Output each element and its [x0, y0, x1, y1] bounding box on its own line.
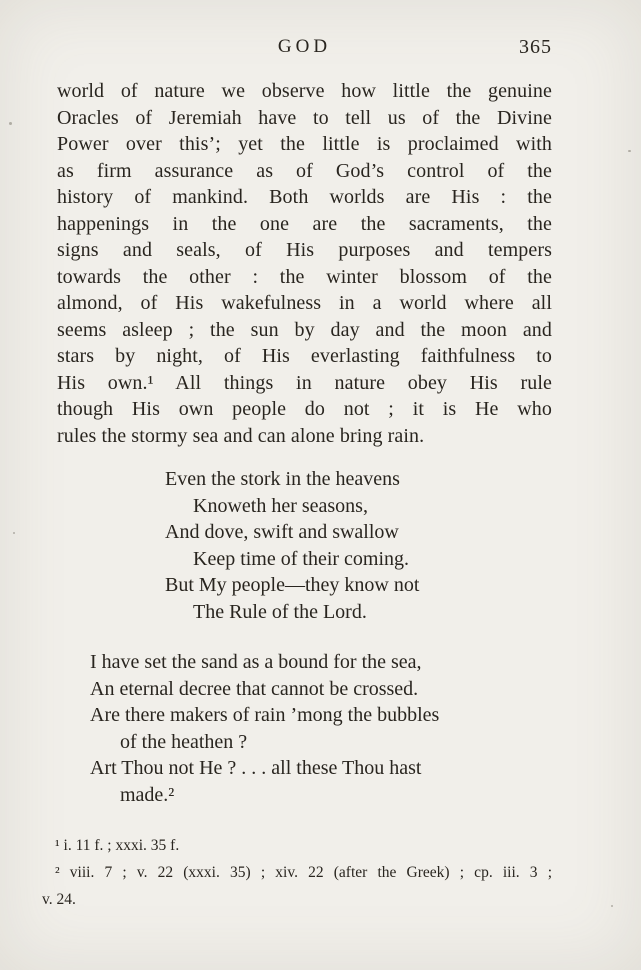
verse-line: I have set the sand as a bound for the sea,	[90, 651, 422, 673]
verse-line: made.²	[120, 783, 175, 806]
paragraph-line: almond, of His wakefulness in a world where all	[57, 292, 552, 314]
running-title: GOD	[277, 36, 332, 57]
scan-speck	[9, 122, 12, 125]
verse-line: Even the stork in the heavens	[165, 468, 400, 490]
verse-line: Keep time of their coming.	[193, 547, 410, 570]
main-paragraph	[57, 78, 552, 449]
paragraph-line: though His own people do not ; it is He who	[57, 398, 552, 420]
paragraph-line: Oracles of Jeremiah have to tell us of the Divine	[57, 106, 552, 129]
footnote-line: v. 24.	[42, 891, 76, 908]
verse-line: But My people—they know not	[165, 574, 420, 596]
page-header	[57, 34, 552, 60]
verse-line: And dove, swift and swallow	[165, 521, 399, 543]
paragraph-line: towards the other : the winter blossom of the	[57, 265, 552, 288]
paragraph-line: His own.¹ All things in nature obey His rule	[57, 371, 552, 394]
verse-line: The Rule of the Lord.	[193, 600, 367, 623]
verse-stanza-2	[57, 649, 552, 808]
scan-speck	[13, 532, 15, 534]
footnote-line: ¹ i. 11 f. ; xxxi. 35 f.	[55, 837, 180, 854]
verse-line: Knoweth her seasons,	[193, 494, 368, 517]
paragraph-line: happenings in the one are the sacraments, the	[57, 212, 552, 235]
paragraph-line: rules the stormy sea and can alone bring rain.	[57, 424, 425, 447]
verse-line: of the heathen ?	[120, 730, 248, 753]
paragraph-line: stars by night, of His everlasting faithfulness to	[57, 345, 552, 367]
scan-speck	[628, 150, 631, 152]
paragraph-line: Power over this’; yet the little is proclaimed with	[57, 133, 552, 155]
verse-line: Art Thou not He ? . . . all these Thou hast	[90, 757, 422, 779]
paragraph-line: as firm assurance as of God’s control of the	[57, 159, 552, 182]
verse-stanza-1	[57, 466, 552, 625]
footnotes	[42, 832, 552, 913]
verse-line: An eternal decree that cannot be crossed.	[90, 677, 419, 700]
paragraph-line: signs and seals, of His purposes and tempers	[57, 239, 552, 261]
verse-line: Are there makers of rain ’mong the bubbles	[90, 704, 440, 726]
paragraph-line: history of mankind. Both worlds are His : the	[57, 186, 552, 208]
scan-speck	[611, 905, 613, 907]
paragraph-line: world of nature we observe how little the genuine	[57, 80, 552, 102]
page-number: 365	[519, 36, 552, 58]
footnote-line: ² viii. 7 ; v. 22 (xxxi. 35) ; xiv. 22 (after the Greek) ; cp. iii. 3 ;	[55, 864, 552, 881]
paragraph-line: seems asleep ; the sun by day and the moon and	[57, 318, 552, 341]
